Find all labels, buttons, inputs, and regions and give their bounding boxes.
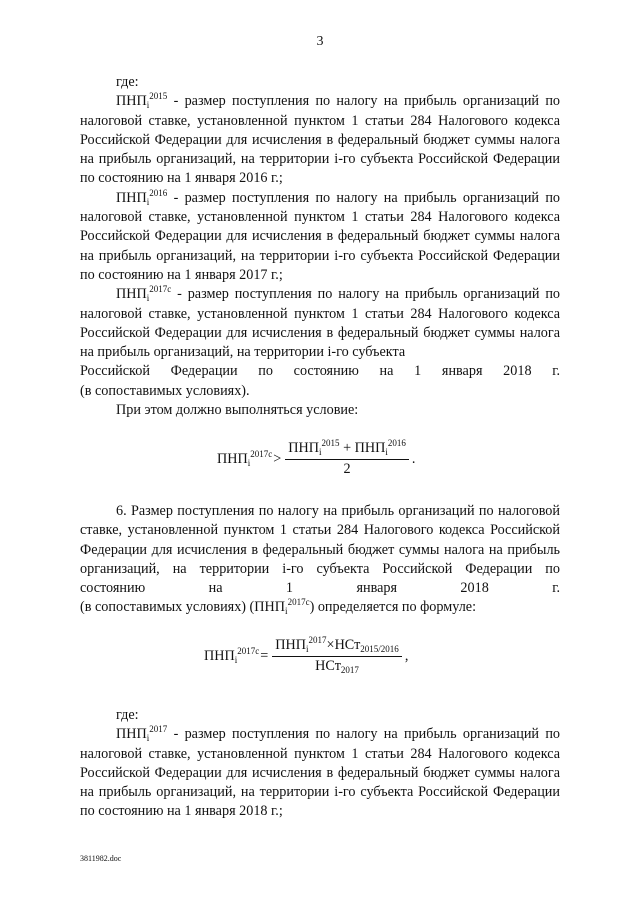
definition-text: - размер поступления по налогу на прибыль организаций по налоговой ставке, установленной пунктом 1 статьи 284 Налогового кодекса Российской Федерации для исчисления в федеральный бюджет суммы налога на прибыль организаций, на территории i-го субъекта Российской Федерации по состоянию на [80, 189, 561, 283]
pnp-symbol: $ПНП_i^{2015}$ [116, 91, 168, 111]
formula-comma: , [404, 647, 409, 664]
definition-text: - размер поступления по налогу на прибыль организаций по налоговой ставке, установленной пунктом 1 статьи 284 Налогового кодекса Российской Федерации для исчисления в федеральный бюджет суммы налога на прибыль организаций, на территории i-го субъекта Российской Федерации по состоянию на [80, 726, 561, 820]
greater-than-sign: > [273, 450, 282, 467]
formula-lhs: $ПНП_i^{2017с}$ [217, 448, 273, 468]
definitions-block-2 [80, 706, 560, 822]
formula-lhs: $ПНП_i^{2017с}$ [204, 645, 260, 665]
definition-text: - размер поступления по налогу на прибыль организаций по налоговой ставке, установленной пунктом 1 статьи 284 Налогового кодекса Российской Федерации для исчисления в федеральный бюджет суммы налога на прибыль организаций, на территории i-го субъекта Российской Федерации по состоянию на [80, 93, 561, 187]
definition-pnp-2016 [80, 189, 560, 285]
fraction-numerator: $ПНП_i^{2017}\times НСт_{2015/2016}$ [272, 637, 402, 657]
fraction-denominator: 2 [343, 461, 351, 477]
pnp-symbol: $ПНП_i^{2017с}$ [116, 284, 172, 304]
where-label: где: [116, 74, 139, 90]
definition-pnp-2017c [80, 285, 560, 362]
definition-date: 1 января 2017 г.; [184, 266, 283, 283]
item-6-formula [204, 637, 408, 675]
definition-tail: Российской Федерации по состоянию на 1 января 2018 г. [80, 363, 560, 380]
definition-date: 1 января 2016 г.; [184, 170, 283, 187]
condition-intro: При этом должно выполняться условие: [116, 402, 359, 419]
page-number: 3 [316, 34, 324, 49]
definition-pnp-2017 [80, 725, 560, 821]
equals-sign: = [260, 647, 269, 664]
average-fraction [285, 440, 409, 478]
document-filename: 3811982.doc [80, 854, 122, 863]
definition-date: 1 января 2018 г.; [184, 803, 283, 820]
definition-note: (в сопоставимых условиях). [80, 382, 250, 399]
pnp-symbol: $ПНП_i^{2017}$ [116, 724, 168, 744]
rate-fraction [272, 637, 402, 675]
where-label: где: [116, 707, 139, 723]
definition-text: - размер поступления по налогу на прибыль организаций по налоговой ставке, установленной пунктом 1 статьи 284 Налогового кодекса Российской Федерации для исчисления в федеральный бюджет суммы налога на прибыль организаций, на территории i-го субъекта [80, 286, 561, 361]
condition-formula [217, 440, 415, 478]
item-6-block [80, 502, 560, 618]
pnp-symbol: $ПНП_i^{2016}$ [116, 187, 168, 207]
definitions-block-1 [80, 73, 560, 420]
pnp-symbol: $ПНП_i^{2017с}$ [254, 597, 310, 617]
fraction-denominator: НСт$_{2017}$ [315, 658, 359, 675]
definition-pnp-2015 [80, 92, 560, 188]
item-6-text: 6. Размер поступления по налогу на прибыль организаций по налоговой ставке, установленной пунктом 1 статьи 284 Налогового кодекса Российской Федерации для исчисления в федеральный бюджет суммы налога на прибыль организаций, на территории i-го субъекта Российской Федерации по состоянию на 1 января 2018 г. [80, 503, 560, 597]
item-6-last-line: (в сопоставимых условиях) $(ПНП_i^{2017с})$ определяется по формуле: [80, 597, 477, 617]
fraction-numerator: $ПНП_i^{2015} + ПНП_i^{2016}$ [285, 440, 409, 460]
formula-period: . [411, 450, 416, 467]
